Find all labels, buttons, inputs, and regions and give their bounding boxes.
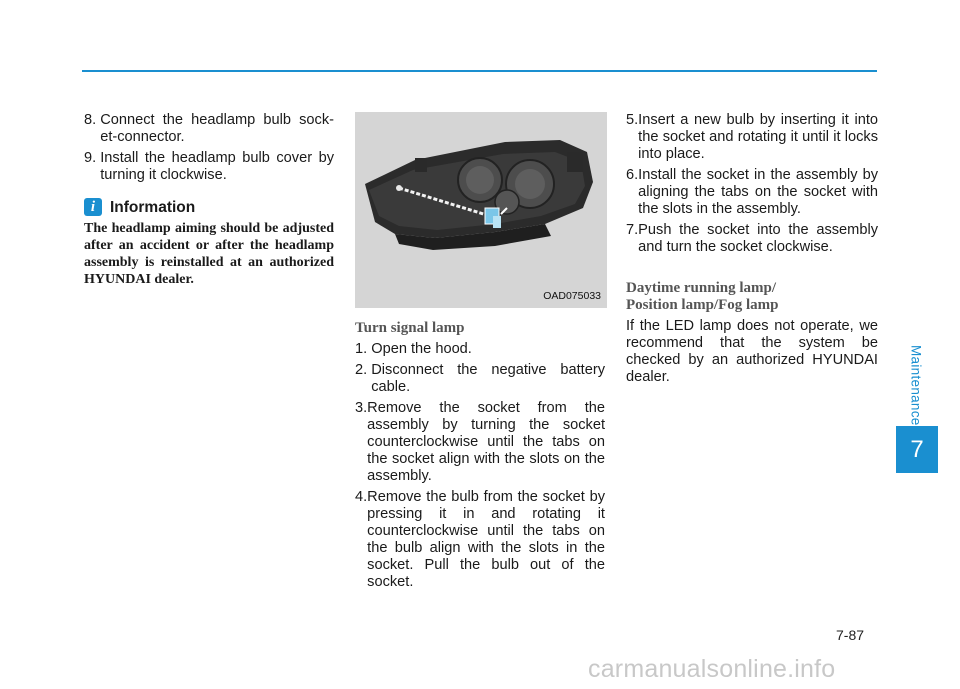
step-8: [84, 112, 334, 146]
info-heading: [84, 198, 334, 216]
figure-code: OAD075033: [543, 290, 601, 302]
step-text: Push the socket into the assembly and turn the socket clockwise.: [638, 222, 878, 255]
section-title-line1: Daytime running lamp/: [626, 280, 777, 296]
step-2: [355, 362, 605, 396]
section-title-drl: [626, 280, 878, 314]
step-number: 2.: [355, 362, 372, 378]
column-middle: [355, 112, 605, 595]
headlamp-figure: [355, 112, 607, 308]
headlamp-assembly-illustration: [355, 112, 607, 308]
step-text: Open the hood.: [371, 341, 472, 357]
step-number: 1.: [355, 341, 372, 357]
step-number: 6.: [626, 167, 639, 183]
page-number: 7-87: [836, 627, 865, 643]
step-text: Remove the bulb from the socket by pressing it in and rotating it counterclockwise until the tabs on the bulb align with the slots in the socket. Pull the bulb out of the socket.: [367, 489, 605, 590]
drl-paragraph: If the LED lamp does not operate, we recommend that the system be checked by an authorized HYUNDAI dealer.: [626, 318, 878, 385]
step-number: 7.: [626, 222, 639, 238]
step-text: Install the socket in the assembly by aligning the tabs on the socket with the slots in the assembly.: [638, 167, 878, 217]
step-3: [355, 400, 605, 485]
top-rule: [82, 70, 877, 72]
column-left: [84, 112, 334, 288]
info-body: The headlamp aiming should be adjusted after an accident or after the headlamp assembly is reinstalled at an authorized HYUNDAI dealer.: [84, 221, 334, 287]
chapter-number-tab: 7: [896, 426, 938, 473]
info-icon: i: [84, 198, 102, 216]
step-number: 5.: [626, 112, 639, 128]
info-title: Information: [110, 198, 196, 216]
step-number: 9.: [84, 150, 101, 166]
step-text: Install the headlamp bulb cover by turning it clockwise.: [100, 150, 334, 183]
section-title-line2: Position lamp/Fog lamp: [626, 297, 779, 313]
watermark: carmanualsonline.info: [588, 655, 836, 683]
section-title-turn-signal: Turn signal lamp: [355, 320, 465, 336]
step-number: 8.: [84, 112, 101, 128]
step-6: [626, 167, 878, 218]
step-number: 4.: [355, 489, 368, 505]
step-5: [626, 112, 878, 163]
step-7: [626, 222, 878, 256]
step-text: Connect the headlamp bulb sock-et-connector.: [100, 112, 334, 145]
step-text: Disconnect the negative battery cable.: [371, 362, 605, 395]
step-1: [355, 341, 605, 358]
column-right: [626, 112, 878, 386]
step-4: [355, 489, 605, 591]
step-number: 3.: [355, 400, 368, 416]
step-text: Remove the socket from the assembly by turning the socket counterclockwise until the tabs on the socket align with the slots on the assembly.: [367, 400, 605, 484]
step-text: Insert a new bulb by inserting it into the socket and rotating it until it locks into place.: [638, 112, 878, 162]
step-9: [84, 150, 334, 184]
chapter-side-label: Maintenance: [908, 344, 924, 426]
